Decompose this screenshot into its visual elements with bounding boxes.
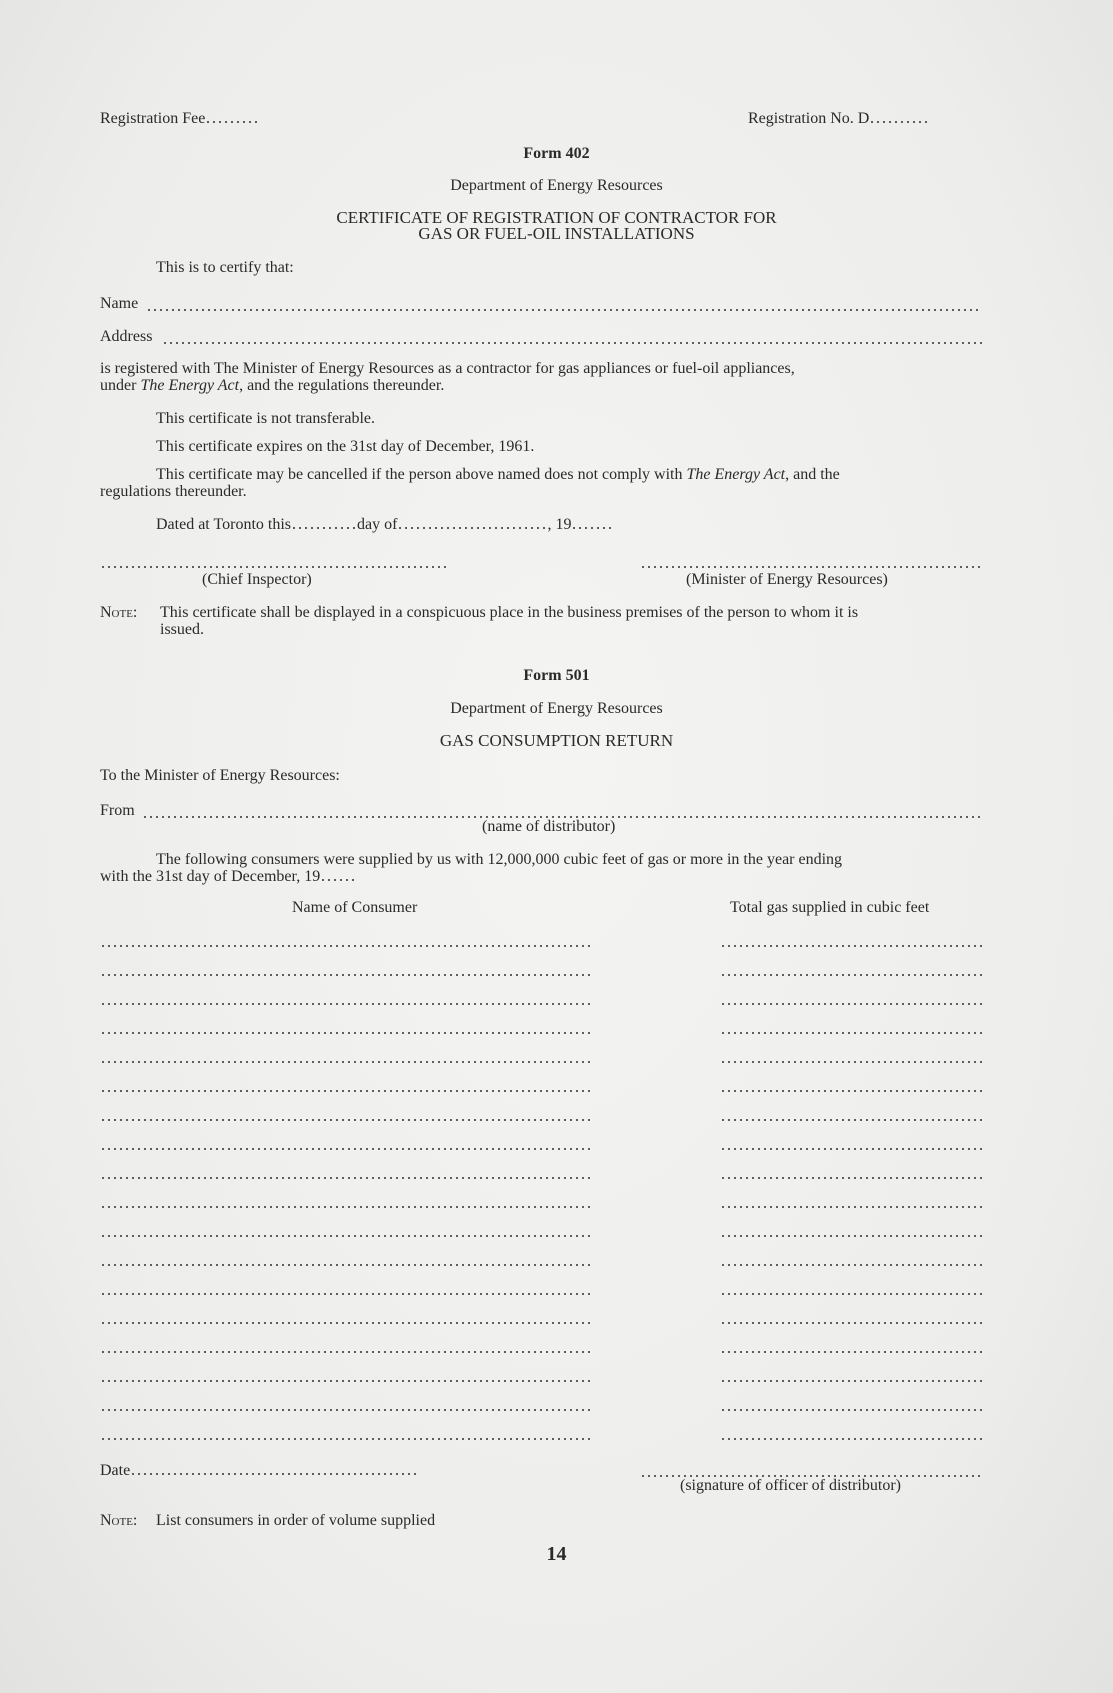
- form-402-title: Form 402: [523, 145, 590, 162]
- page-number: 14: [546, 1543, 567, 1565]
- registered-statement: is registered with The Minister of Energy Resources as a contractor for gas appliances or fuel-oil appliances, under The Energy Act, and the regulations thereunder.: [100, 360, 795, 394]
- column-total-gas-supplied: Total gas supplied in cubic feet: [730, 899, 930, 916]
- form-402-note-label: Note:: [100, 604, 138, 621]
- name-label: Name: [100, 295, 139, 312]
- address-label: Address: [100, 328, 153, 345]
- certify-intro: This is to certify that:: [156, 259, 294, 276]
- certificate-title-line-2: GAS OR FUEL-OIL INSTALLATIONS: [418, 224, 695, 243]
- column-name-of-consumer: Name of Consumer: [292, 899, 418, 916]
- registration-fee: Registration Fee: [100, 110, 257, 128]
- signature-caption: (signature of officer of distributor): [680, 1477, 901, 1494]
- minister-caption: (Minister of Energy Resources): [686, 571, 888, 588]
- not-transferable: This certificate is not transferable.: [156, 410, 376, 427]
- form-501-note-label: Note:: [100, 1512, 138, 1529]
- form-501-title: Form 501: [523, 667, 590, 684]
- minister-signature-line: [640, 566, 982, 568]
- supplied-statement: The following consumers were supplied by us with 12,000,000 cubic feet of gas or more in the year ending with the 31st day of December, 19: [100, 851, 843, 885]
- cancellation-statement: This certificate may be cancelled if the person above named does not comply with The Energy Act, and the regulations thereunder.: [100, 466, 840, 500]
- from-label: From: [100, 802, 135, 819]
- dated-line: Dated at Toronto this day of , 19: [156, 516, 615, 534]
- registration-number: Registration No. D: [748, 110, 931, 128]
- date-label: Date: [100, 1462, 420, 1480]
- name-line: [146, 309, 982, 311]
- form-402-department: Department of Energy Resources: [450, 177, 663, 194]
- form-501-department: Department of Energy Resources: [450, 700, 663, 717]
- form-501-note-text: List consumers in order of volume supplied: [156, 1512, 436, 1529]
- distributor-caption: (name of distributor): [482, 818, 616, 835]
- gas-consumption-return-title: GAS CONSUMPTION RETURN: [439, 731, 674, 750]
- chief-inspector-caption: (Chief Inspector): [202, 571, 312, 588]
- expiry-statement: This certificate expires on the 31st day of December, 1961.: [156, 438, 535, 455]
- form-402-note-text-1: This certificate shall be displayed in a conspicuous place in the business premises of the person to whom it is: [160, 604, 859, 621]
- to-minister: To the Minister of Energy Resources:: [100, 767, 340, 784]
- certificate-title-line-1: CERTIFICATE OF REGISTRATION OF CONTRACTOR FOR: [336, 208, 777, 227]
- address-line: [162, 342, 982, 344]
- form-402-note-text-2: issued.: [160, 621, 204, 638]
- chief-inspector-signature-line: [100, 566, 446, 568]
